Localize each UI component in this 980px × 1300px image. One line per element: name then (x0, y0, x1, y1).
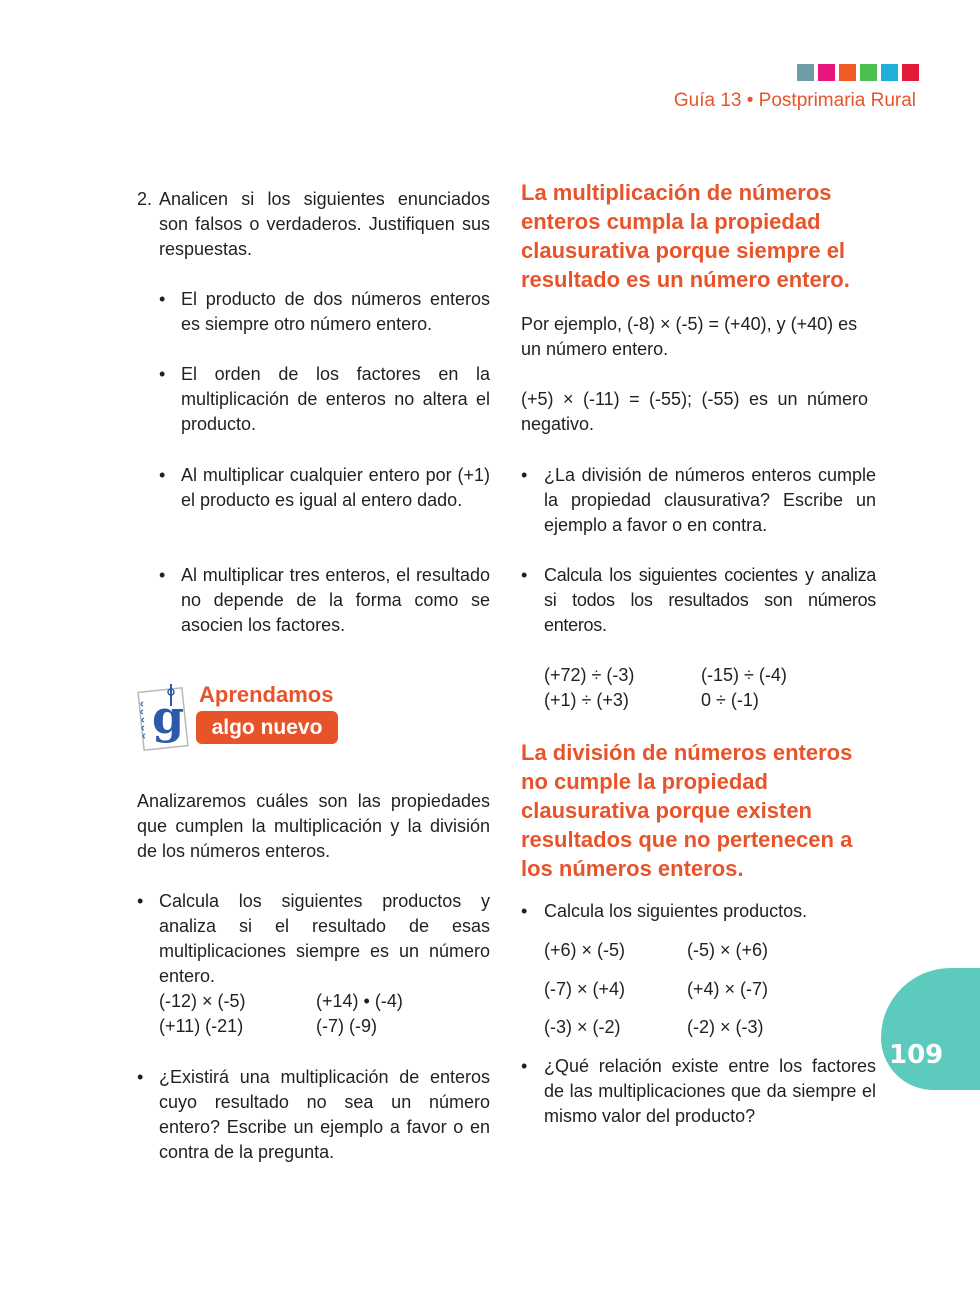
heading-part: porque existen resultados que no pertenecen a los números enteros. (521, 798, 853, 881)
bullet-icon: • (159, 289, 166, 309)
product-expression: (+11) (-21) (159, 1016, 244, 1036)
list-item-text: El producto de dos números enteros es siempre otro número entero. (181, 289, 490, 334)
product-expression: (+14) • (-4) (316, 991, 403, 1011)
heading-bold: propiedad clausurativa (521, 769, 768, 823)
example-paragraph: Por ejemplo, (-8) × (-5) = (+40), y (+40) es un número entero. (521, 314, 858, 359)
bullet-icon: • (137, 891, 144, 911)
list-item-text: Al multiplicar cualquier entero por (+1) el producto es igual al entero dado. (181, 465, 490, 510)
list-item (521, 899, 876, 924)
aprendamos-subtitle-badge: algo nuevo (196, 711, 338, 744)
list-item-text: Calcula los siguientes productos y analiza si el resultado de esas multiplicaciones siempre es un número entero. (159, 891, 490, 986)
list-item-text: ¿La división de números enteros cumple la propiedad clausurativa? Escribe un ejemplo a favor o en contra. (544, 465, 876, 535)
heading-bold: división (552, 740, 636, 765)
heading-part: el resultado es un número entero. (521, 238, 850, 292)
color-square (860, 64, 877, 81)
list-item-text: ¿Existirá una multiplicación de enteros cuyo resultado no sea un número entero? Escribe un ejemplo a favor o en contra de la pregunta. (159, 1067, 490, 1162)
product-expression: (+6) × (-5) (544, 940, 626, 960)
product-expression: (-3) × (-2) (544, 1017, 621, 1037)
list-item (159, 287, 490, 337)
list-item-text: Calcula los siguientes cocientes y analiza si todos los resultados son números enteros. (544, 565, 876, 635)
list-item (521, 563, 876, 638)
header-guide: Guía 13 (673, 90, 742, 111)
bullet-icon: • (521, 465, 528, 485)
color-square (818, 64, 835, 81)
list-item (521, 1054, 876, 1129)
page-number: 109 (889, 1040, 944, 1070)
page-number-tab (881, 968, 980, 1090)
product-expression: (-5) × (+6) (687, 940, 769, 960)
list-item (137, 889, 490, 989)
list-item (159, 463, 490, 513)
quotient-expression: (-15) ÷ (-4) (701, 665, 787, 685)
header-separator: • (746, 90, 754, 111)
list-item-text: ¿Qué relación existe entre los factores de las multiplicaciones que da siempre el mismo valor del producto? (544, 1056, 876, 1126)
bullet-icon: • (137, 1067, 144, 1087)
list-item (137, 1065, 490, 1165)
heading-part: La (521, 740, 553, 765)
color-square (797, 64, 814, 81)
bullet-icon: • (159, 565, 166, 585)
header-program: Postprimaria Rural (758, 90, 916, 111)
notebook-letter: g (152, 690, 185, 744)
list-item-text: Al multiplicar tres enteros, el resultado no depende de la forma como se asocien los factores. (181, 565, 490, 635)
product-expression: (-12) × (-5) (159, 991, 246, 1011)
list-item-text: El orden de los factores en la multiplicación de enteros no altera el producto. (181, 364, 490, 434)
color-square (902, 64, 919, 81)
bullet-icon: • (521, 565, 528, 585)
bullet-icon: • (159, 465, 166, 485)
running-header (674, 90, 916, 112)
product-expression: (+4) × (-7) (687, 979, 769, 999)
product-expression: (-7) × (+4) (544, 979, 626, 999)
bullet-icon: • (521, 901, 528, 921)
quotient-expression: 0 ÷ (-1) (701, 690, 759, 710)
section-heading-division (521, 738, 871, 883)
list-item-text: Calcula los siguientes productos. (544, 901, 808, 921)
product-expression: (-7) (-9) (316, 1016, 377, 1036)
product-expression: (-2) × (-3) (687, 1017, 764, 1037)
color-square (839, 64, 856, 81)
heading-part: La multiplicación de números enteros cumpla la (521, 180, 832, 234)
question-number: 2. (137, 189, 153, 209)
question-2 (137, 187, 490, 262)
bullet-icon: • (521, 1056, 528, 1076)
color-squares-strip (797, 64, 919, 81)
list-item (159, 563, 490, 638)
heading-bold: propiedad clausurativa (521, 209, 821, 263)
heading-part: de números enteros no cumple la (521, 740, 853, 794)
question-text: Analicen si los siguientes enunciados son falsos o verdaderos. Justifiquen sus respuestas. (159, 189, 490, 259)
intro-paragraph: Analizaremos cuáles son las propiedades que cumplen la multiplicación y la división de los números enteros. (137, 791, 490, 861)
example-paragraph: (+5) × (-11) = (-55); (-55) es un número negativo. (521, 389, 868, 434)
heading-bold: siempre (736, 238, 821, 263)
notebook-icon (137, 684, 189, 752)
quotient-expression: (+1) ÷ (+3) (544, 690, 629, 710)
aprendamos-title: Aprendamos (199, 682, 334, 707)
section-heading-multiplication (521, 178, 866, 294)
color-square (881, 64, 898, 81)
bullet-icon: • (159, 364, 166, 384)
list-item (159, 362, 490, 437)
quotient-expression: (+72) ÷ (-3) (544, 665, 635, 685)
list-item (521, 463, 876, 538)
heading-part: porque (649, 238, 737, 263)
